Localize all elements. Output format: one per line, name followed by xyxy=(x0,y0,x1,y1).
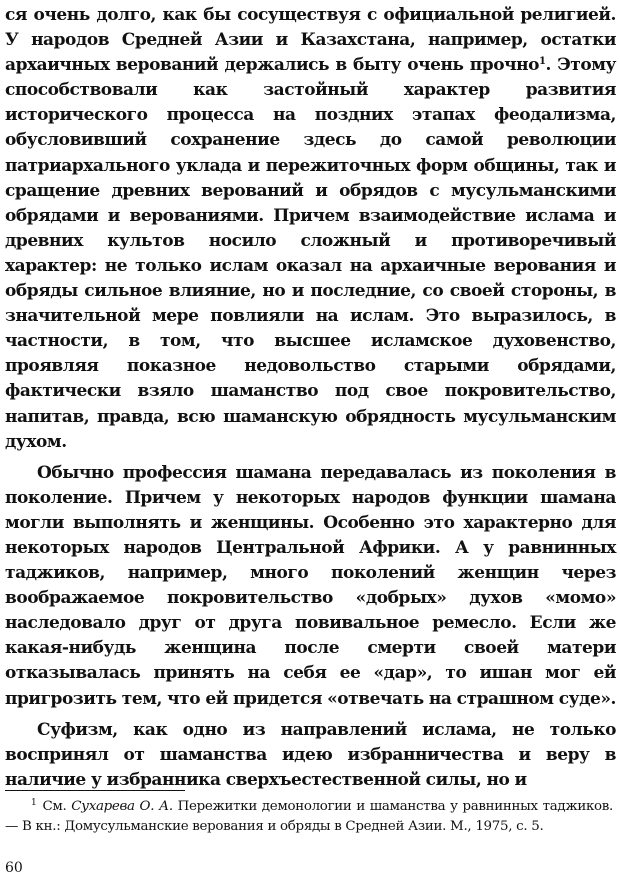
paragraph-3: Суфизм, как одно из направлений ислама, не только воспринял от шаманства идею избранничества и веру в наличие у избранника сверхъестественной силы, но и xyxy=(5,719,616,790)
page-number: 60 xyxy=(5,860,23,876)
paragraph-1-start: ся очень долго, как бы сосуществуя с официальной религией. У народов Средней Азии и Казахстана, например, остатки архаичных верований держались в быту очень прочно xyxy=(5,5,616,76)
footnote-reference: 1 xyxy=(538,56,546,68)
footnote-author: Сухарева О. А. xyxy=(71,799,173,814)
footnote-divider xyxy=(5,790,185,791)
footnote xyxy=(5,794,613,836)
footnote-number: 1 xyxy=(31,798,37,808)
paragraph-1 xyxy=(5,3,616,455)
paragraph-2: Обычно профессия шамана передавалась из поколения в поколение. Причем у некоторых народов функции шамана могли выполнять и женщины. Особенно это характерно для некоторых народов Центральной Африки. А у равнинных таджиков, например, много поколений женщин через воображаемое покровительство «добрых» духов «момо» наследовало друг от друга повивальное ремесло. Если же какая-нибудь женщина после смерти своей матери отказывалась принять на себя ее «дар», то ишан мог ей пригрозить тем, что ей придется «отвечать на страшном суде». xyxy=(5,462,617,709)
footnote-prefix: См. xyxy=(42,799,67,814)
paragraph-1-end: . Этому способствовали как застойный характер развития исторического процесса на поздних этапах феодализма, обусловивший сохранение здесь до самой революции патриархального уклада и пережиточных форм общины, так и сращение древних верований и обрядов с мусульманскими обрядами и верованиями. Причем взаимодействие ислама и древних культов носило сложный и противоречивый характер: не только ислам оказал на архаичные верования и обряды сильное влияние, но и последние, со своей стороны, в значительной мере повлияли на ислам. Это выразилось, в частности, в том, что высшее исламское духовенство, проявляя показное недовольство старыми обрядами, фактически взяло шаманство под свое покровительство, напитав, правда, всю шаманскую обрядность мусульманским духом. xyxy=(5,55,616,452)
footnote-text: Пережитки демонологии и шаманства у равнинных таджиков.— В кн.: Домусульманские верования и обряды в Средней Азии. М., 1975, с. 5. xyxy=(5,799,613,834)
main-text xyxy=(5,3,616,793)
